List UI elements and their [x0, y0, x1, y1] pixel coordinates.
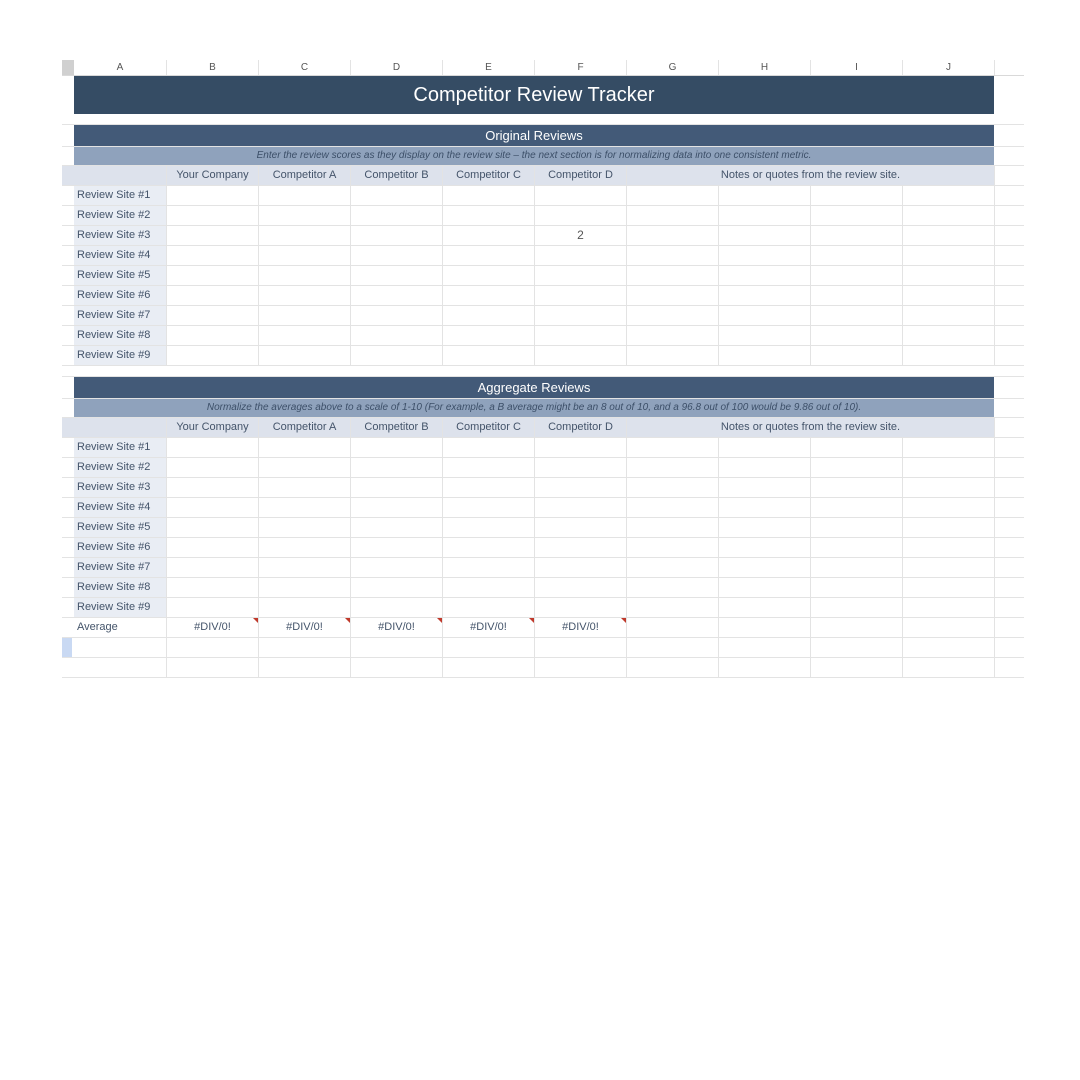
data-cell[interactable] [535, 518, 627, 537]
original-reviews-instruction[interactable]: Enter the review scores as they display on the review site – the next section is for normalizing data into one consistent metric. [74, 147, 994, 165]
header-competitor-c[interactable]: Competitor C [443, 166, 535, 185]
data-cell[interactable] [167, 538, 259, 557]
data-cell[interactable] [259, 458, 351, 477]
aggregate-reviews-table [62, 438, 1024, 678]
data-cell[interactable] [351, 558, 443, 577]
empty-cell[interactable] [351, 638, 443, 657]
data-cell[interactable] [259, 558, 351, 577]
data-cell[interactable] [443, 346, 535, 365]
header-blank-cell[interactable] [74, 418, 167, 437]
notes-cell[interactable] [811, 578, 903, 597]
comment-indicator-icon[interactable] [253, 618, 258, 623]
error-value: #DIV/0! [562, 621, 599, 633]
table-header-row [62, 418, 1024, 438]
data-cell[interactable] [351, 518, 443, 537]
notes-cell[interactable] [627, 438, 719, 457]
notes-cell[interactable] [811, 478, 903, 497]
row-label[interactable]: Review Site #5 [74, 266, 167, 285]
notes-cell[interactable] [811, 246, 903, 265]
original-reviews-table [62, 186, 1024, 366]
data-cell[interactable]: 2 [535, 226, 627, 245]
error-value: #DIV/0! [286, 621, 323, 633]
data-cell[interactable] [351, 458, 443, 477]
column-header-a[interactable]: A [74, 60, 167, 75]
table-row [62, 558, 1024, 578]
notes-cell[interactable] [719, 478, 811, 497]
empty-cell[interactable] [259, 638, 351, 657]
data-cell[interactable] [443, 478, 535, 497]
notes-cell[interactable] [903, 598, 995, 617]
notes-cell[interactable] [903, 186, 995, 205]
data-cell[interactable] [259, 346, 351, 365]
notes-cell[interactable] [719, 226, 811, 245]
empty-cell[interactable] [719, 638, 811, 657]
notes-cell[interactable] [811, 326, 903, 345]
row-label[interactable]: Review Site #3 [74, 226, 167, 245]
data-cell[interactable] [351, 286, 443, 305]
data-cell[interactable] [167, 286, 259, 305]
notes-cell[interactable] [627, 286, 719, 305]
instruction-row [62, 399, 1024, 418]
header-your-company[interactable]: Your Company [167, 418, 259, 437]
notes-cell[interactable] [719, 186, 811, 205]
empty-cell[interactable] [443, 638, 535, 657]
average-row [62, 618, 1024, 638]
empty-cell[interactable] [74, 658, 167, 677]
data-cell[interactable] [443, 266, 535, 285]
empty-cell[interactable] [259, 658, 351, 677]
data-cell[interactable] [167, 518, 259, 537]
header-your-company[interactable]: Your Company [167, 166, 259, 185]
notes-cell[interactable] [811, 458, 903, 477]
spacer-row [62, 366, 1024, 377]
data-cell[interactable] [167, 598, 259, 617]
empty-cell[interactable] [167, 638, 259, 657]
data-cell[interactable] [535, 186, 627, 205]
spacer-row [62, 114, 1024, 125]
table-row [62, 206, 1024, 226]
data-cell[interactable] [259, 598, 351, 617]
data-cell[interactable] [259, 438, 351, 457]
empty-cell[interactable] [535, 658, 627, 677]
data-cell[interactable] [351, 478, 443, 497]
notes-cell[interactable] [903, 286, 995, 305]
notes-cell[interactable] [627, 598, 719, 617]
notes-cell[interactable] [811, 558, 903, 577]
data-cell[interactable] [535, 246, 627, 265]
row-label[interactable]: Review Site #5 [74, 518, 167, 537]
column-header-row [62, 60, 1024, 76]
row-label[interactable]: Review Site #1 [74, 438, 167, 457]
data-cell[interactable] [535, 206, 627, 225]
data-cell[interactable] [443, 226, 535, 245]
table-row [62, 538, 1024, 558]
comment-indicator-icon[interactable] [437, 618, 442, 623]
data-cell[interactable] [167, 246, 259, 265]
data-cell[interactable] [351, 186, 443, 205]
error-value: #DIV/0! [378, 621, 415, 633]
data-cell[interactable] [351, 346, 443, 365]
data-cell[interactable] [443, 326, 535, 345]
column-header-h[interactable]: H [719, 60, 811, 75]
data-cell[interactable] [351, 326, 443, 345]
notes-cell[interactable] [903, 578, 995, 597]
notes-cell[interactable] [719, 266, 811, 285]
row-label[interactable]: Review Site #4 [74, 498, 167, 517]
row-label[interactable]: Review Site #2 [74, 206, 167, 225]
header-notes[interactable]: Notes or quotes from the review site. [627, 418, 995, 437]
data-cell[interactable] [443, 598, 535, 617]
data-cell[interactable] [167, 438, 259, 457]
data-cell[interactable] [167, 266, 259, 285]
data-cell[interactable] [443, 306, 535, 325]
data-cell[interactable] [351, 266, 443, 285]
header-competitor-a[interactable]: Competitor A [259, 166, 351, 185]
table-row [62, 266, 1024, 286]
data-cell[interactable] [535, 458, 627, 477]
table-row [62, 326, 1024, 346]
data-cell[interactable] [535, 598, 627, 617]
notes-cell[interactable] [627, 618, 719, 637]
row-label[interactable]: Review Site #6 [74, 286, 167, 305]
notes-cell[interactable] [811, 438, 903, 457]
data-cell[interactable] [167, 306, 259, 325]
notes-cell[interactable] [811, 186, 903, 205]
data-cell[interactable] [259, 186, 351, 205]
data-cell[interactable] [351, 226, 443, 245]
data-cell[interactable] [259, 226, 351, 245]
header-competitor-b[interactable]: Competitor B [351, 166, 443, 185]
data-cell[interactable] [167, 346, 259, 365]
notes-cell[interactable] [903, 306, 995, 325]
aggregate-reviews-instruction[interactable]: Normalize the averages above to a scale of 1-10 (For example, a B average might be an 8 out of 10, and a 96.8 out of 100 would be 9.86 out of 10). [74, 399, 994, 417]
row-label[interactable]: Review Site #9 [74, 346, 167, 365]
column-header-j[interactable]: J [903, 60, 995, 75]
comment-indicator-icon[interactable] [529, 618, 534, 623]
column-header-i[interactable]: I [811, 60, 903, 75]
data-cell[interactable] [535, 306, 627, 325]
empty-cell[interactable] [535, 638, 627, 657]
table-row [62, 306, 1024, 326]
data-cell[interactable] [351, 246, 443, 265]
average-cell[interactable] [167, 618, 259, 637]
notes-cell[interactable] [719, 598, 811, 617]
notes-cell[interactable] [627, 478, 719, 497]
notes-cell[interactable] [903, 498, 995, 517]
empty-cell[interactable] [167, 658, 259, 677]
empty-row [62, 658, 1024, 678]
notes-cell[interactable] [719, 578, 811, 597]
notes-cell[interactable] [719, 246, 811, 265]
notes-cell[interactable] [811, 618, 903, 637]
notes-cell[interactable] [627, 186, 719, 205]
empty-cell[interactable] [811, 638, 903, 657]
row-label[interactable]: Review Site #6 [74, 538, 167, 557]
data-cell[interactable] [167, 206, 259, 225]
data-cell[interactable] [259, 206, 351, 225]
data-cell[interactable] [259, 326, 351, 345]
table-row [62, 458, 1024, 478]
header-competitor-d[interactable]: Competitor D [535, 418, 627, 437]
empty-cell[interactable] [351, 658, 443, 677]
notes-cell[interactable] [627, 266, 719, 285]
table-row [62, 438, 1024, 458]
notes-cell[interactable] [627, 518, 719, 537]
notes-cell[interactable] [903, 538, 995, 557]
table-row [62, 186, 1024, 206]
data-cell[interactable] [167, 498, 259, 517]
notes-cell[interactable] [627, 226, 719, 245]
column-header-e[interactable]: E [443, 60, 535, 75]
spreadsheet [62, 60, 1024, 678]
column-header-f[interactable]: F [535, 60, 627, 75]
average-cell[interactable] [351, 618, 443, 637]
notes-cell[interactable] [903, 518, 995, 537]
table-row [62, 478, 1024, 498]
column-header-g[interactable]: G [627, 60, 719, 75]
table-row [62, 246, 1024, 266]
row-label[interactable]: Review Site #7 [74, 306, 167, 325]
notes-cell[interactable] [719, 306, 811, 325]
data-cell[interactable] [167, 326, 259, 345]
notes-cell[interactable] [627, 306, 719, 325]
notes-cell[interactable] [627, 458, 719, 477]
data-cell[interactable] [351, 538, 443, 557]
notes-cell[interactable] [811, 346, 903, 365]
data-cell[interactable] [535, 266, 627, 285]
section-header-row [62, 377, 1024, 399]
data-cell[interactable] [167, 578, 259, 597]
notes-cell[interactable] [627, 346, 719, 365]
data-cell[interactable] [167, 458, 259, 477]
row-selection-marker [62, 638, 72, 657]
table-row [62, 346, 1024, 366]
data-cell[interactable] [351, 598, 443, 617]
average-cell[interactable] [443, 618, 535, 637]
data-cell[interactable] [259, 538, 351, 557]
header-competitor-c[interactable]: Competitor C [443, 418, 535, 437]
empty-cell[interactable] [74, 638, 167, 657]
notes-cell[interactable] [811, 306, 903, 325]
empty-row [62, 638, 1024, 658]
error-value: #DIV/0! [194, 621, 231, 633]
header-notes[interactable]: Notes or quotes from the review site. [627, 166, 995, 185]
notes-cell[interactable] [719, 206, 811, 225]
original-reviews-title[interactable]: Original Reviews [74, 125, 994, 146]
data-cell[interactable] [443, 458, 535, 477]
data-cell[interactable] [259, 306, 351, 325]
data-cell[interactable] [351, 578, 443, 597]
title-row [62, 76, 1024, 114]
notes-cell[interactable] [811, 266, 903, 285]
notes-cell[interactable] [903, 326, 995, 345]
data-cell[interactable] [535, 478, 627, 497]
table-row [62, 578, 1024, 598]
notes-cell[interactable] [719, 518, 811, 537]
header-competitor-a[interactable]: Competitor A [259, 418, 351, 437]
data-cell[interactable] [259, 518, 351, 537]
notes-cell[interactable] [719, 346, 811, 365]
data-cell[interactable] [259, 578, 351, 597]
notes-cell[interactable] [903, 618, 995, 637]
data-cell[interactable] [167, 478, 259, 497]
notes-cell[interactable] [903, 266, 995, 285]
notes-cell[interactable] [627, 498, 719, 517]
row-label[interactable]: Review Site #1 [74, 186, 167, 205]
table-row [62, 598, 1024, 618]
header-blank-cell[interactable] [74, 166, 167, 185]
aggregate-reviews-title[interactable]: Aggregate Reviews [74, 377, 994, 398]
notes-cell[interactable] [811, 286, 903, 305]
empty-cell[interactable] [627, 638, 719, 657]
data-cell[interactable] [259, 286, 351, 305]
error-value: #DIV/0! [470, 621, 507, 633]
data-cell[interactable] [535, 538, 627, 557]
column-header-b[interactable]: B [167, 60, 259, 75]
data-cell[interactable] [351, 438, 443, 457]
average-label[interactable]: Average [74, 618, 167, 637]
notes-cell[interactable] [627, 578, 719, 597]
data-cell[interactable] [443, 578, 535, 597]
data-cell[interactable] [351, 306, 443, 325]
sheet-title[interactable]: Competitor Review Tracker [74, 76, 994, 114]
average-cell[interactable] [259, 618, 351, 637]
data-cell[interactable] [443, 518, 535, 537]
data-cell[interactable] [535, 498, 627, 517]
comment-indicator-icon[interactable] [345, 618, 350, 623]
row-label[interactable]: Review Site #8 [74, 578, 167, 597]
notes-cell[interactable] [719, 558, 811, 577]
notes-cell[interactable] [811, 538, 903, 557]
notes-cell[interactable] [627, 206, 719, 225]
table-row [62, 518, 1024, 538]
data-cell[interactable] [259, 498, 351, 517]
data-cell[interactable] [443, 286, 535, 305]
header-competitor-d[interactable]: Competitor D [535, 166, 627, 185]
notes-cell[interactable] [719, 498, 811, 517]
data-cell[interactable] [443, 538, 535, 557]
table-row [62, 498, 1024, 518]
data-cell[interactable] [535, 346, 627, 365]
empty-cell[interactable] [811, 658, 903, 677]
notes-cell[interactable] [903, 346, 995, 365]
empty-cell[interactable] [627, 658, 719, 677]
data-cell[interactable] [167, 226, 259, 245]
section-header-row [62, 125, 1024, 147]
data-cell[interactable] [259, 266, 351, 285]
data-cell[interactable] [535, 578, 627, 597]
data-cell[interactable] [351, 498, 443, 517]
header-competitor-b[interactable]: Competitor B [351, 418, 443, 437]
notes-cell[interactable] [811, 226, 903, 245]
data-cell[interactable] [535, 326, 627, 345]
notes-cell[interactable] [903, 478, 995, 497]
notes-cell[interactable] [811, 498, 903, 517]
row-label[interactable]: Review Site #7 [74, 558, 167, 577]
row-label[interactable]: Review Site #3 [74, 478, 167, 497]
table-row [62, 286, 1024, 306]
data-cell[interactable] [535, 558, 627, 577]
notes-cell[interactable] [903, 458, 995, 477]
average-cell[interactable] [535, 618, 627, 637]
notes-cell[interactable] [719, 286, 811, 305]
notes-cell[interactable] [627, 246, 719, 265]
notes-cell[interactable] [903, 438, 995, 457]
data-cell[interactable] [535, 438, 627, 457]
data-cell[interactable] [443, 246, 535, 265]
instruction-row [62, 147, 1024, 166]
data-cell[interactable] [167, 186, 259, 205]
notes-cell[interactable] [627, 538, 719, 557]
table-header-row [62, 166, 1024, 186]
table-row [62, 226, 1024, 246]
data-cell[interactable] [351, 206, 443, 225]
notes-cell[interactable] [811, 518, 903, 537]
empty-cell[interactable] [903, 658, 995, 677]
notes-cell[interactable] [903, 206, 995, 225]
column-header-d[interactable]: D [351, 60, 443, 75]
empty-cell[interactable] [443, 658, 535, 677]
row-label[interactable]: Review Site #2 [74, 458, 167, 477]
notes-cell[interactable] [719, 458, 811, 477]
notes-cell[interactable] [811, 206, 903, 225]
row-label[interactable]: Review Site #4 [74, 246, 167, 265]
data-cell[interactable] [443, 186, 535, 205]
notes-cell[interactable] [719, 326, 811, 345]
empty-cell[interactable] [719, 658, 811, 677]
notes-cell[interactable] [903, 558, 995, 577]
data-cell[interactable] [535, 286, 627, 305]
data-cell[interactable] [443, 206, 535, 225]
notes-cell[interactable] [719, 538, 811, 557]
notes-cell[interactable] [719, 618, 811, 637]
data-cell[interactable] [443, 558, 535, 577]
row-label[interactable]: Review Site #8 [74, 326, 167, 345]
data-cell[interactable] [167, 558, 259, 577]
comment-indicator-icon[interactable] [621, 618, 626, 623]
notes-cell[interactable] [627, 326, 719, 345]
column-header-c[interactable]: C [259, 60, 351, 75]
data-cell[interactable] [259, 246, 351, 265]
data-cell[interactable] [443, 498, 535, 517]
data-cell[interactable] [259, 478, 351, 497]
data-cell[interactable] [443, 438, 535, 457]
notes-cell[interactable] [811, 598, 903, 617]
notes-cell[interactable] [719, 438, 811, 457]
notes-cell[interactable] [627, 558, 719, 577]
notes-cell[interactable] [903, 226, 995, 245]
empty-cell[interactable] [903, 638, 995, 657]
notes-cell[interactable] [903, 246, 995, 265]
select-all-corner[interactable] [62, 60, 74, 75]
row-label[interactable]: Review Site #9 [74, 598, 167, 617]
